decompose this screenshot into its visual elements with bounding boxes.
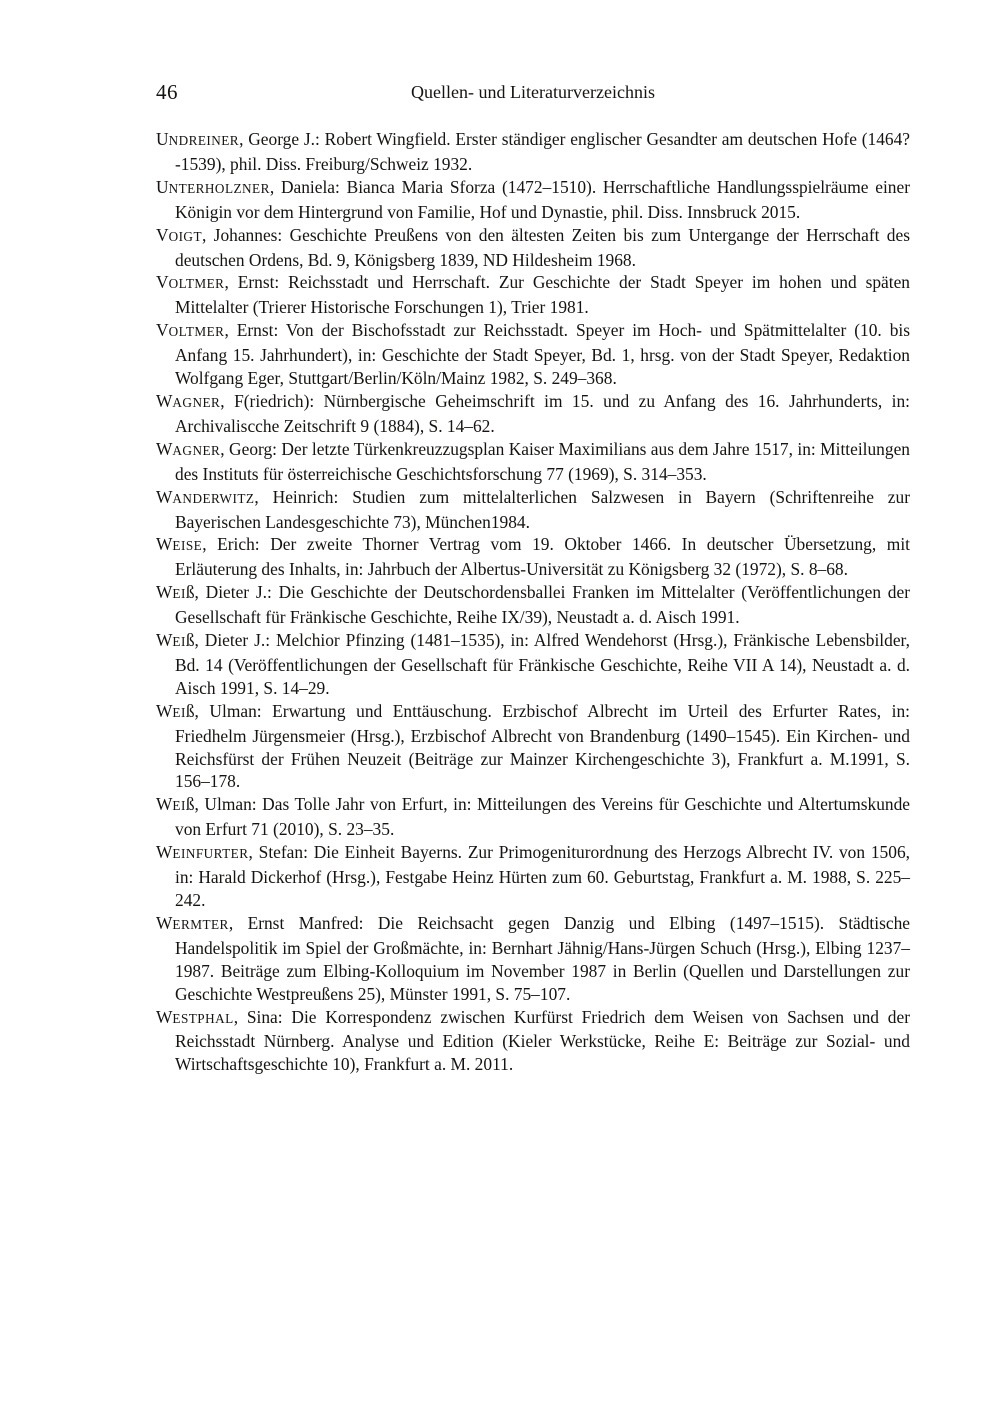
- author-name-smallcaps: ESTPHAL: [172, 1010, 234, 1026]
- bibliography-entry: [156, 390, 910, 438]
- author-name-initial: U: [156, 129, 169, 149]
- author-name-initial: W: [156, 794, 173, 815]
- entry-text: ß, Dieter J.: Die Geschichte der Deutschordensballei Franken im Mittelalter (Veröffentlichungen der Gesellschaft für Fränkische Geschichte, Reihe IX/39), Neustadt a. d. Aisch 1991.: [175, 582, 910, 628]
- entry-text: , F(riedrich): Nürnbergische Geheimschrift im 15. und zu Anfang des 16. Jahrhunderts, in: Archivaliscche Zeitschrift 9 (1884), S. 14–62.: [175, 390, 910, 436]
- author-name-smallcaps: ERMTER: [172, 916, 229, 932]
- entry-text: ß, Dieter J.: Melchior Pfinzing (1481–1535), in: Alfred Wendehorst (Hrsg.), Fränkische Lebensbilder, Bd. 14 (Veröffentlichungen der Gesellschaft für Fränkische Geschichte, Reihe VII A 14), Neustadt a. d. Aisch 1991, S. 14–29.: [175, 630, 910, 698]
- author-name-smallcaps: EI: [172, 586, 186, 602]
- author-name-smallcaps: AGNER: [172, 394, 221, 410]
- entry-text: , Ernst: Reichsstadt und Herrschaft. Zur Geschichte der Stadt Speyer im hohen und späten Mittelalter (Trierer Historische Forschungen 1), Trier 1981.: [175, 272, 910, 318]
- author-name-initial: V: [156, 320, 169, 341]
- bibliography-list: [156, 128, 910, 1076]
- author-name-initial: W: [156, 534, 173, 555]
- author-name-initial: W: [156, 700, 173, 721]
- entry-text: , Heinrich: Studien zum mittelalterlichen Salzwesen in Bayern (Schriftenreihe zur Bayerischen Landesgeschichte 73), München1984.: [175, 486, 910, 532]
- bibliography-entry: [156, 128, 910, 176]
- entry-text: , Ernst: Von der Bischofsstadt zur Reichsstadt. Speyer im Hoch- und Spätmittelalter (10. bis Anfang 15. Jahrhundert), in: Geschichte der Stadt Speyer, Bd. 1, hrsg. von der Stadt Speyer, Redaktion Wolfgang Eger, Stuttgart/Berlin/Köln/Mainz 1982, S. 249–368.: [175, 320, 910, 389]
- author-name-initial: W: [156, 390, 173, 411]
- entry-text: , Sina: Die Korrespondenz zwischen Kurfürst Friedrich dem Weisen von Sachsen und der Reichsstadt Nürnberg. Analyse und Edition (Kieler Werkstücke, Reihe E: Beiträge zur Sozial- und Wirtschaftsgeschichte 10), Frankfurt a. M. 2011.: [175, 1006, 910, 1075]
- bibliography-entry: [156, 319, 910, 390]
- author-name-smallcaps: EI: [172, 704, 186, 720]
- author-name-smallcaps: NDREINER: [168, 133, 240, 148]
- author-name-smallcaps: ANDERWITZ: [172, 490, 255, 506]
- author-name-initial: W: [156, 582, 173, 603]
- bibliography-entry: [156, 224, 910, 272]
- author-name-initial: W: [156, 486, 173, 507]
- author-name-smallcaps: OLTMER: [168, 276, 225, 292]
- running-header: [156, 82, 910, 106]
- entry-text: , George J.: Robert Wingfield. Erster ständiger englischer Gesandter am deutschen Hofe (1464?-1539), phil. Diss. Freiburg/Schweiz 1932.: [175, 129, 910, 174]
- author-name-initial: V: [156, 224, 169, 245]
- author-name-initial: U: [156, 176, 169, 197]
- author-name-smallcaps: EISE: [172, 538, 203, 554]
- author-name-initial: W: [156, 630, 173, 651]
- author-name-smallcaps: NTERHOLZNER: [168, 180, 270, 196]
- author-name-smallcaps: EINFURTER: [172, 846, 249, 862]
- bibliography-entry: [156, 700, 910, 794]
- author-name-smallcaps: EI: [172, 634, 186, 650]
- author-name-initial: W: [156, 438, 173, 459]
- entry-text: , Ernst Manfred: Die Reichsacht gegen Danzig und Elbing (1497–1515). Städtische Handelspolitik im Spiel der Großmächte, in: Bernhart Jähnig/Hans-Jürgen Schuch (Hrsg.), Elbing 1237–1987. Beiträge zum Elbing-Kolloquium im November 1987 in Berlin (Quellen und Darstellungen zur Geschichte Westpreußens 25), Münster 1991, S. 75–107.: [175, 912, 910, 1004]
- text-block: [156, 82, 910, 1076]
- bibliography-entry: [156, 486, 910, 534]
- author-name-smallcaps: AGNER: [172, 442, 221, 458]
- author-name-smallcaps: EI: [172, 798, 186, 814]
- page-number: 46: [156, 80, 178, 104]
- bibliography-entry: [156, 176, 910, 224]
- author-name-smallcaps: OIGT: [168, 228, 202, 244]
- bibliography-entry: [156, 841, 910, 912]
- bibliography-entry: [156, 912, 910, 1006]
- entry-text: , Stefan: Die Einheit Bayerns. Zur Primogeniturordnung des Herzogs Albrecht IV. von 1506, in: Harald Dickerhof (Hrsg.), Festgabe Heinz Hürten zum 60. Geburtstag, Frankfurt a. M. 1988, S. 225–242.: [175, 842, 910, 910]
- entry-text: , Erich: Der zweite Thorner Vertrag vom 19. Oktober 1466. In deutscher Übersetzung, mit Erläuterung des Inhalts, in: Jahrbuch der Albertus-Universität zu Königsberg 32 (1972), S. 8–68.: [175, 534, 910, 580]
- entry-text: , Daniela: Bianca Maria Sforza (1472–1510). Herrschaftliche Handlungsspielräume einer Königin vor dem Hintergrund von Familie, Hof und Dynastie, phil. Diss. Innsbruck 2015.: [175, 176, 910, 222]
- entry-text: , Johannes: Geschichte Preußens von den ältesten Zeiten bis zum Untergange der Herrschaft des deutschen Ordens, Bd. 9, Königsberg 1839, ND Hildesheim 1968.: [175, 224, 910, 270]
- bibliography-entry: [156, 581, 910, 629]
- bibliography-entry: [156, 1006, 910, 1077]
- running-header-title: Quellen- und Literaturverzeichnis: [411, 82, 655, 102]
- entry-text: , Georg: Der letzte Türkenkreuzzugsplan Kaiser Maximilians aus dem Jahre 1517, in: Mitteilungen des Instituts für österreichische Geschichtsforschung 77 (1969), S. 314–353.: [175, 438, 910, 484]
- author-name-initial: W: [156, 912, 173, 933]
- bibliography-entry: [156, 629, 910, 700]
- author-name-initial: W: [156, 1006, 173, 1027]
- bibliography-entry: [156, 271, 910, 319]
- bibliography-entry: [156, 438, 910, 486]
- bibliography-entry: [156, 793, 910, 841]
- entry-text: ß, Ulman: Erwartung und Enttäuschung. Erzbischof Albrecht im Urteil des Erfurter Rates, in: Friedhelm Jürgensmeier (Hrsg.), Erzbischof Albrecht von Brandenburg (1490–1545). Ein Kirchen- und Reichsfürst der Frühen Neuzeit (Beiträge zur Mainzer Kirchengeschichte 3), Frankfurt a. M.1991, S. 156–178.: [175, 700, 910, 792]
- author-name-initial: V: [156, 272, 169, 293]
- entry-text: ß, Ulman: Das Tolle Jahr von Erfurt, in: Mitteilungen des Vereins für Geschichte und Altertumskunde von Erfurt 71 (2010), S. 23–35.: [175, 794, 910, 840]
- author-name-smallcaps: OLTMER: [168, 324, 225, 340]
- bibliography-entry: [156, 533, 910, 581]
- author-name-initial: W: [156, 842, 173, 863]
